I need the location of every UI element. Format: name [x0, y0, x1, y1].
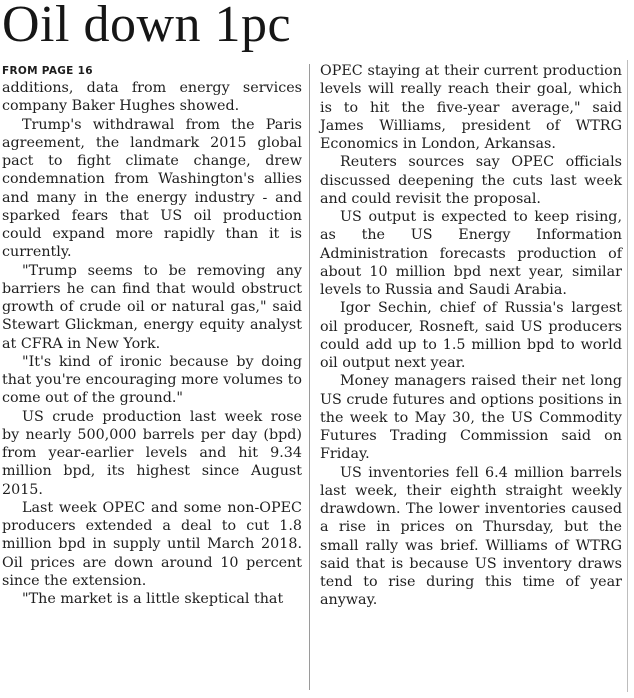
dateline: FROM PAGE 16: [2, 65, 93, 77]
paragraph: "The market is a little skeptical that: [22, 591, 284, 607]
paragraph: OPEC staying at their current production levels will really reach their goal, which is to hit the five-year average," said James Williams, president of WTRG Economics in London, Arkansas.: [320, 63, 622, 152]
page-edge-line: [627, 60, 628, 692]
paragraph: Money managers raised their net long US crude futures and options positions in the week to May 30, the US Commodity Futures Trading Commission said on Friday.: [320, 373, 622, 463]
paragraph: additions, data from energy services company Baker Hughes showed.: [2, 80, 302, 115]
headline: Oil down 1pc: [2, 0, 292, 53]
paragraph: Igor Sechin, chief of Russia's largest oil producer, Rosneft, said US producers could add up to 1.5 million bpd to world oil output next year.: [320, 300, 622, 371]
paragraph: US output is expected to keep rising, as the US Energy Information Administration forecasts production of about 10 million bpd next year, similar levels to Russia and Saudi Arabia.: [320, 209, 622, 298]
left-column: [2, 62, 302, 608]
column-divider: [309, 64, 310, 690]
paragraph: "It's kind of ironic because by doing that you're encouraging more volumes to come out of the ground.": [2, 353, 302, 407]
paragraph: "Trump seems to be removing any barriers he can find that would obstruct growth of crude oil or natural gas," said Stewart Glickman, energy equity analyst at CFRA in New York.: [2, 262, 302, 352]
right-column: [320, 62, 622, 610]
paragraph: Reuters sources say OPEC officials discussed deepening the cuts last week and could revisit the proposal.: [320, 154, 622, 207]
paragraph: Trump's withdrawal from the Paris agreement, the landmark 2015 global pact to fight climate change, drew condemnation from Washington's allies and many in the energy industry - and sparked fears that US oil production could expand more rapidly than it is currently.: [2, 116, 302, 261]
paragraph: US inventories fell 6.4 million barrels last week, their eighth straight weekly drawdown. The lower inventories caused a rise in prices on Thursday, but the small rally was brief. Williams of WTRG said that is because US inventory draws tend to rise during this time of year anyway.: [320, 464, 622, 609]
paragraph: Last week OPEC and some non-OPEC producers extended a deal to cut 1.8 million bpd in supply until March 2018. Oil prices are down around 10 percent since the extension.: [2, 499, 302, 589]
paragraph: US crude production last week rose by nearly 500,000 barrels per day (bpd) from year-earlier levels and hit 9.34 million bpd, its highest since August 2015.: [2, 408, 302, 498]
